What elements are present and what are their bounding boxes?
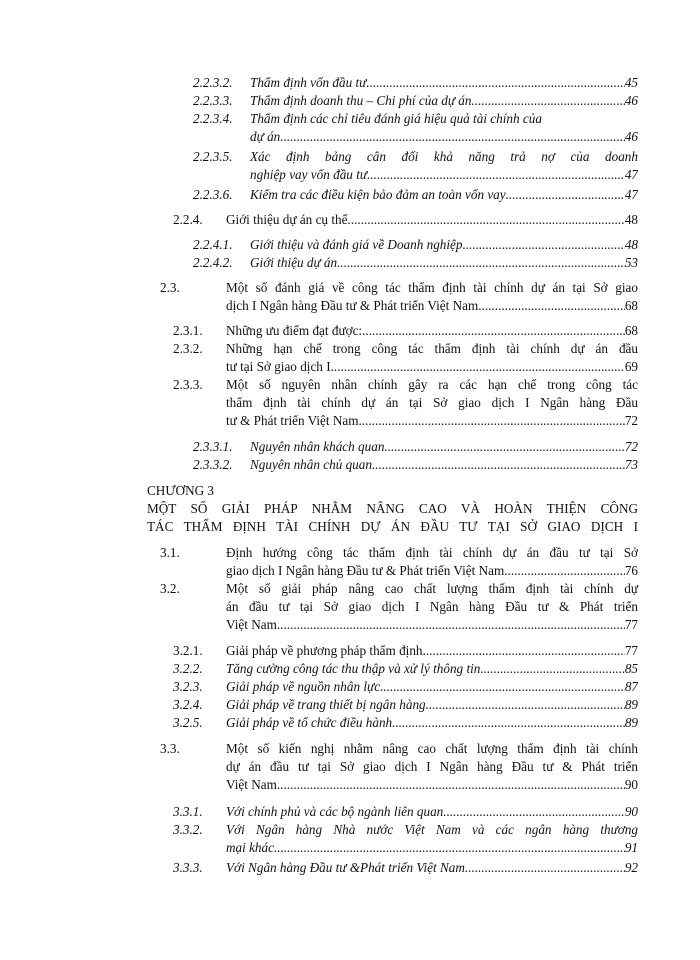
toc-entry-page: 89 <box>624 715 638 730</box>
toc-entry-title-cont: dự án. <box>250 129 284 144</box>
toc-entry-page: 90 <box>624 777 638 792</box>
toc-entry-2-2-3-3[interactable] <box>193 92 638 110</box>
toc-entry-number: 2.3.3.1. <box>193 439 233 454</box>
toc-entry-page: 53 <box>624 255 638 270</box>
toc-entry-2-2-3-4[interactable] <box>193 110 638 146</box>
toc-entry-page: 45 <box>624 75 638 90</box>
toc-entry-title: Thẩm định các chỉ tiêu đánh giá hiệu quả tài chính của <box>250 111 542 126</box>
chapter-title-line: MỘT SỐ GIẢI PHÁP NHẰM NÂNG CAO VÀ HOÀN THIỆN CÔNG <box>147 501 638 516</box>
toc-entry-2-3-3-1[interactable] <box>193 438 638 456</box>
toc-entry-title: Một số kiến nghị nhằm nâng cao chất lượng thẩm định tài chính <box>226 741 638 756</box>
toc-entry-title-cont: Việt Nam. <box>226 777 281 792</box>
toc-entry-number: 2.2.4.2. <box>193 255 233 270</box>
toc-entry-title: Giải pháp về tổ chức điều hành. <box>226 715 396 730</box>
toc-entry-number: 3.2. <box>160 581 180 596</box>
toc-entry-page: 77 <box>624 643 638 658</box>
toc-leader-dots <box>475 92 625 110</box>
toc-entry-title-cont: mại khác. <box>226 840 278 855</box>
toc-entry-page: 73 <box>624 457 638 472</box>
toc-leader-dots <box>447 803 625 821</box>
toc-entry-title: Xác định bảng cân đối khả năng trả nợ của doanh <box>250 149 638 164</box>
toc-leader-dots <box>375 456 625 474</box>
toc-leader-dots <box>280 776 625 794</box>
toc-entry-title-cont: Việt Nam. <box>226 617 281 632</box>
toc-entry-page: 92 <box>624 860 638 875</box>
toc-entry-title-cont: giao dịch I Ngân hàng Đầu tư & Phát triển Việt Nam. <box>226 563 508 578</box>
toc-leader-dots <box>280 616 625 634</box>
toc-entry-page: 87 <box>624 679 638 694</box>
toc-entry-title: Nguyên nhân khách quan <box>250 439 385 454</box>
toc-entry-page: 46 <box>624 129 638 144</box>
toc-entry-title: Một số giải pháp nâng cao chất lượng thẩm định tài chính dự <box>226 581 638 596</box>
toc-entry-title-cont: dự án đầu tư tại Sở giao dịch I Ngân hàng Đầu tư & Phát triển <box>226 759 638 774</box>
toc-entry-3-2-2[interactable] <box>173 660 638 678</box>
toc-entry-number: 2.3.3. <box>173 377 203 392</box>
toc-entry-title: Giới thiệu dự án cụ thể. <box>226 212 351 227</box>
toc-entry-number: 2.3.3.2. <box>193 457 233 472</box>
toc-entry-page: 77 <box>624 617 638 632</box>
toc-entry-page: 76 <box>624 563 638 578</box>
toc-leader-dots <box>277 839 625 857</box>
toc-entry-page: 72 <box>624 439 638 454</box>
toc-entry-page: 69 <box>624 359 638 374</box>
chapter-label: CHƯƠNG 3 <box>147 483 215 498</box>
toc-entry-title: Nguyên nhân chủ quan. <box>250 457 376 472</box>
toc-leader-dots <box>466 236 625 254</box>
toc-entry-2-2-3-6[interactable] <box>193 186 638 204</box>
toc-entry-2-3-3[interactable] <box>173 376 638 430</box>
toc-entry-3-3[interactable] <box>160 740 638 794</box>
toc-entry-number: 3.3.1. <box>173 804 203 819</box>
toc-entry-number: 2.3. <box>160 280 180 295</box>
toc-leader-dots <box>383 678 624 696</box>
toc-entry-number: 3.2.1. <box>173 643 203 658</box>
toc-entry-2-2-3-5[interactable] <box>193 148 638 184</box>
toc-leader-dots <box>362 412 625 430</box>
toc-entry-number: 3.3.3. <box>173 860 203 875</box>
chapter-title-line: TÁC THẨM ĐỊNH TÀI CHÍNH DỰ ÁN ĐẦU TƯ TẠI SỞ GIAO DỊCH I <box>147 519 638 534</box>
toc-leader-dots <box>426 642 625 660</box>
toc-entry-number: 2.2.3.6. <box>193 187 233 202</box>
toc-entry-page: 91 <box>624 840 638 855</box>
toc-entry-number: 2.3.1. <box>173 323 203 338</box>
toc-entry-2-3-3-2[interactable] <box>193 456 638 474</box>
toc-entry-title: Giới thiệu và đánh giá về Doanh nghiệp. <box>250 237 466 252</box>
toc-entry-title: Một số đánh giá về công tác thẩm định tài chính dự án tại Sở giao <box>226 280 638 295</box>
toc-entry-title: Giải pháp về phương pháp thẩm định. <box>226 643 426 658</box>
toc-leader-dots <box>506 186 625 204</box>
toc-entry-number: 3.2.4. <box>173 697 203 712</box>
toc-entry-3-2-1[interactable] <box>173 642 638 660</box>
toc-entry-3-3-1[interactable] <box>173 803 638 821</box>
toc-entry-number: 3.1. <box>160 545 180 560</box>
toc-entry-number: 3.3. <box>160 741 180 756</box>
toc-entry-number: 2.2.4. <box>173 212 203 227</box>
toc-leader-dots <box>384 438 624 456</box>
toc-leader-dots <box>370 166 624 184</box>
toc-entry-3-3-3[interactable] <box>173 859 638 877</box>
toc-leader-dots <box>351 211 625 229</box>
toc-entry-number: 3.2.3. <box>173 679 203 694</box>
toc-leader-dots <box>395 714 624 732</box>
toc-entry-title: Những hạn chế trong công tác thẩm định tài chính dự án đầu <box>226 341 638 356</box>
toc-entry-title: Thẩm định doanh thu – Chi phí của dự án. <box>250 93 475 108</box>
toc-entry-2-3-1[interactable] <box>173 322 638 340</box>
toc-entry-number: 2.2.4.1. <box>193 237 233 252</box>
toc-entry-number: 2.2.3.3. <box>193 93 233 108</box>
toc-entry-2-2-4[interactable] <box>173 211 638 229</box>
chapter-3-heading[interactable] <box>147 482 638 536</box>
toc-entry-number: 2.2.3.5. <box>193 149 233 164</box>
toc-entry-title: Kiểm tra các điều kiện bảo đảm an toàn vốn vay <box>250 187 506 202</box>
toc-entry-3-1[interactable] <box>160 544 638 580</box>
toc-entry-title: Với chính phủ và các bộ ngành liên quan. <box>226 804 447 819</box>
toc-entry-3-2-3[interactable] <box>173 678 638 696</box>
toc-entry-2-2-4-2[interactable] <box>193 254 638 272</box>
toc-entry-title-cont: tư tại Sở giao dịch I. <box>226 359 334 374</box>
toc-entry-title: Một số nguyên nhân chính gây ra các hạn chế trong công tác <box>226 377 638 392</box>
toc-entry-title-cont: tư & Phát triển Việt Nam. <box>226 413 362 428</box>
toc-entry-3-2-5[interactable] <box>173 714 638 732</box>
toc-entry-number: 3.2.5. <box>173 715 203 730</box>
toc-leader-dots <box>508 562 625 580</box>
toc-entry-number: 3.2.2. <box>173 661 203 676</box>
toc-leader-dots <box>370 74 625 92</box>
toc-entry-title: Những ưu điểm đạt được: <box>226 323 363 338</box>
toc-entry-page: 68 <box>624 298 638 313</box>
toc-entry-title: Giải pháp về trang thiết bị ngân hàng. <box>226 697 429 712</box>
toc-entry-number: 3.3.2. <box>173 822 203 837</box>
toc-entry-number: 2.2.3.4. <box>193 111 233 126</box>
toc-entry-title-cont: thẩm định tài chính dự án tại Sở giao dịch I Ngân hàng Đầu <box>226 395 638 410</box>
toc-entry-page: 47 <box>624 187 638 202</box>
toc-entry-title-cont: nghiệp vay vốn đầu tư. <box>250 167 371 182</box>
toc-leader-dots <box>284 128 625 146</box>
toc-entry-2-3-2[interactable] <box>173 340 638 376</box>
toc-entry-title: Giải pháp về nguồn nhân lực. <box>226 679 384 694</box>
toc-entry-title: Với Ngân hàng Nhà nước Việt Nam và các ngân hàng thương <box>226 822 638 837</box>
toc-leader-dots <box>468 859 625 877</box>
toc-entry-title: Định hướng công tác thẩm định tài chính dự án đầu tư tại Sở <box>226 545 638 560</box>
toc-entry-3-2[interactable] <box>160 580 638 634</box>
toc-leader-dots <box>484 660 625 678</box>
toc-entry-title: Tăng cường công tác thu thập và xử lý thông tin. <box>226 661 484 676</box>
toc-entry-title: Thẩm định vốn đầu tư. <box>250 75 370 90</box>
toc-entry-2-2-4-1[interactable] <box>193 236 638 254</box>
toc-entry-page: 85 <box>624 661 638 676</box>
toc-entry-page: 48 <box>624 212 638 227</box>
toc-entry-page: 48 <box>624 237 638 252</box>
toc-entry-2-3[interactable] <box>160 279 638 315</box>
toc-entry-page: 72 <box>624 413 638 428</box>
toc-entry-2-2-3-2[interactable] <box>193 74 638 92</box>
toc-leader-dots <box>362 322 625 340</box>
toc-entry-3-2-4[interactable] <box>173 696 638 714</box>
toc-entry-title: Giới thiệu dự án. <box>250 255 341 270</box>
toc-entry-number: 2.2.3.2. <box>193 75 233 90</box>
toc-entry-3-3-2[interactable] <box>173 821 638 857</box>
toc-leader-dots <box>429 696 625 714</box>
toc-entry-page: 68 <box>624 323 638 338</box>
toc-leader-dots <box>482 297 625 315</box>
toc-entry-page: 89 <box>624 697 638 712</box>
toc-entry-title-cont: dịch I Ngân hàng Đầu tư & Phát triển Việt Nam. <box>226 298 482 313</box>
toc-entry-number: 2.3.2. <box>173 341 203 356</box>
toc-entry-title-cont: án đầu tư tại Sở giao dịch I Ngân hàng Đầu tư & Phát triển <box>226 599 638 614</box>
toc-leader-dots <box>340 254 624 272</box>
toc-entry-title: Với Ngân hàng Đầu tư &Phát triển Việt Nam. <box>226 860 469 875</box>
toc-entry-page: 46 <box>624 93 638 108</box>
toc-leader-dots <box>334 358 625 376</box>
toc-entry-page: 90 <box>624 804 638 819</box>
toc-entry-page: 47 <box>624 167 638 182</box>
